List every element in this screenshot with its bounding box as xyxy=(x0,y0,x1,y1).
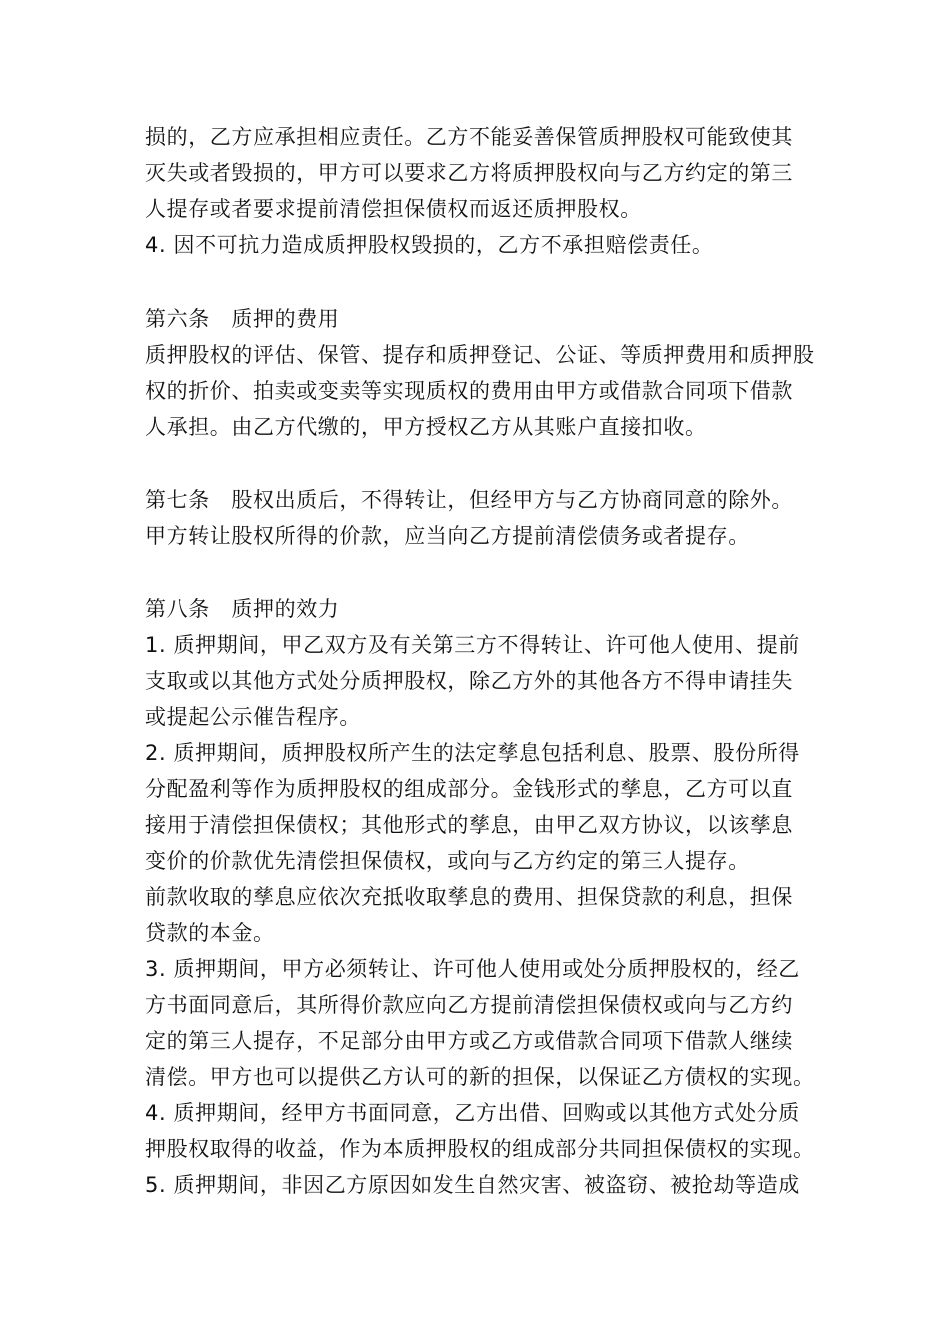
text-line: 1. 质押期间，甲乙双方及有关第三方不得转让、许可他人使用、提前 xyxy=(145,633,800,657)
section-heading: 第六条 质押的费用 xyxy=(145,307,340,331)
text-line: 定的第三人提存，不足部分由甲方或乙方或借款合同项下借款人继续 xyxy=(145,1029,793,1053)
text-line: 贷款的本金。 xyxy=(145,921,275,945)
text-line: 或提起公示催告程序。 xyxy=(145,705,361,729)
text-line: 变价的价款优先清偿担保债权，或向与乙方约定的第三人提存。 xyxy=(145,849,750,873)
text-line: 2. 质押期间，质押股权所产生的法定孳息包括利息、股票、股份所得 xyxy=(145,741,800,765)
text-line: 灭失或者毁损的，甲方可以要求乙方将质押股权向与乙方约定的第三 xyxy=(145,161,793,185)
text-line: 接用于清偿担保债权；其他形式的孳息，由甲乙双方协议，以该孳息 xyxy=(145,813,793,837)
text-line: 分配盈利等作为质押股权的组成部分。金钱形式的孳息，乙方可以直 xyxy=(145,777,793,801)
text-line: 方书面同意后，其所得价款应向乙方提前清偿担保债权或向与乙方约 xyxy=(145,993,793,1017)
text-line: 人承担。由乙方代缴的，甲方授权乙方从其账户直接扣收。 xyxy=(145,415,707,439)
text-line: 3. 质押期间，甲方必须转让、许可他人使用或处分质押股权的，经乙 xyxy=(145,957,800,981)
text-line: 5. 质押期间，非因乙方原因如发生自然灾害、被盗窃、被抢劫等造成 xyxy=(145,1173,800,1197)
text-line: 质押股权的评估、保管、提存和质押登记、公证、等质押费用和质押股 xyxy=(145,343,815,367)
text-line: 甲方转让股权所得的价款，应当向乙方提前清偿债务或者提存。 xyxy=(145,524,750,548)
section-heading: 第七条 股权出质后，不得转让，但经甲方与乙方协商同意的除外。 xyxy=(145,488,793,512)
text-line: 支取或以其他方式处分质押股权，除乙方外的其他各方不得申请挂失 xyxy=(145,669,793,693)
text-line: 清偿。甲方也可以提供乙方认可的新的担保，以保证乙方债权的实现。 xyxy=(145,1065,815,1089)
text-line: 损的，乙方应承担相应责任。乙方不能妥善保管质押股权可能致使其 xyxy=(145,125,793,149)
text-line: 4. 质押期间，经甲方书面同意，乙方出借、回购或以其他方式处分质 xyxy=(145,1101,800,1125)
text-line: 人提存或者要求提前清偿担保债权而返还质押股权。 xyxy=(145,197,642,221)
text-line: 权的折价、拍卖或变卖等实现质权的费用由甲方或借款合同项下借款 xyxy=(145,379,793,403)
text-line: 前款收取的孳息应依次充抵收取孳息的费用、担保贷款的利息，担保 xyxy=(145,885,793,909)
section-heading: 第八条 质押的效力 xyxy=(145,597,340,621)
text-line: 4. 因不可抗力造成质押股权毁损的，乙方不承担赔偿责任。 xyxy=(145,233,714,257)
text-line: 押股权取得的收益，作为本质押股权的组成部分共同担保债权的实现。 xyxy=(145,1137,815,1161)
